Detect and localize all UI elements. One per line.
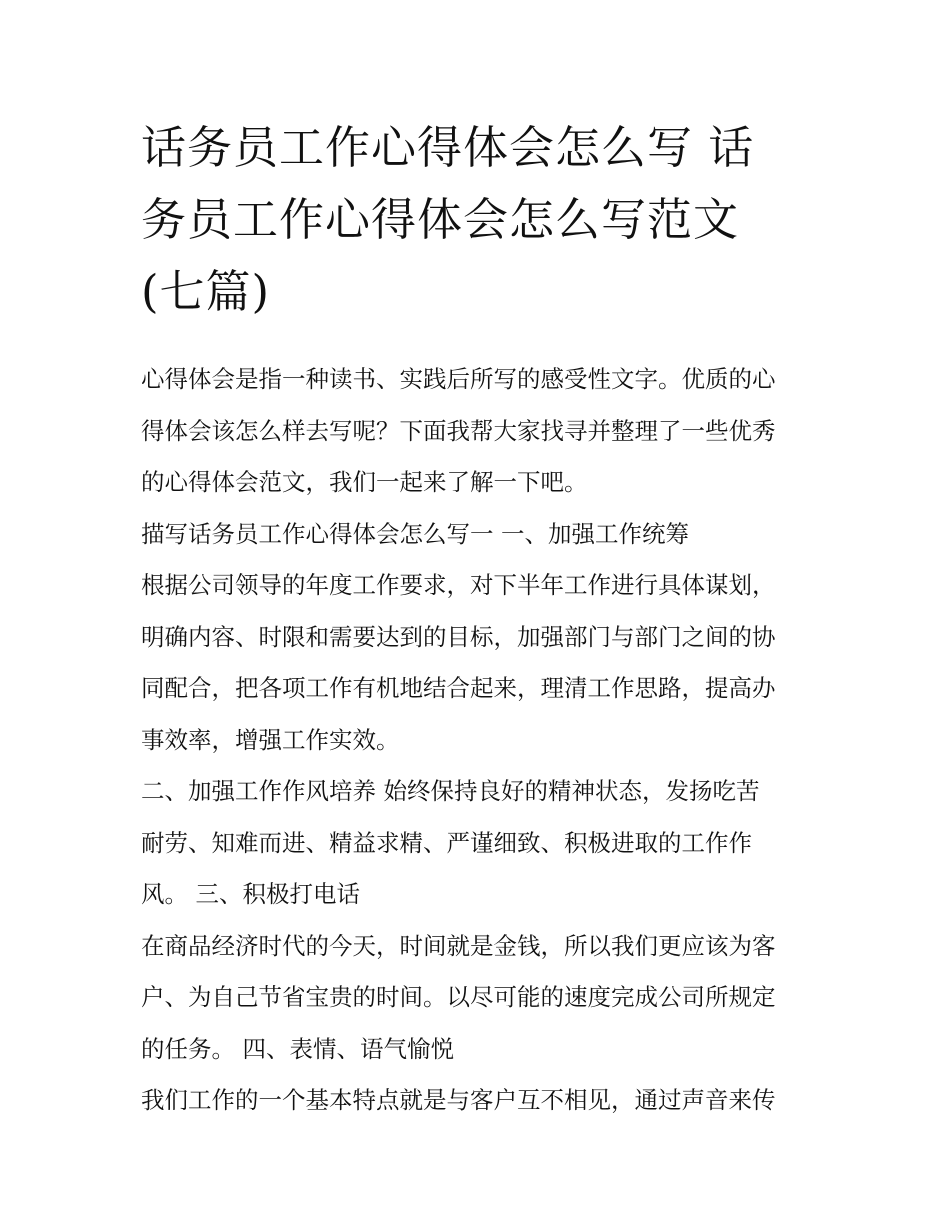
- intro-paragraph-line: 的心得体会范文，我们一起来了解一下吧。: [141, 468, 588, 496]
- paragraph-line: 事效率，增强工作实效。: [141, 725, 400, 754]
- title-line: (七篇): [141, 265, 271, 318]
- section-heading-line: 描写话务员工作心得体会怎么写一 一、加强工作统筹: [141, 519, 689, 548]
- paragraph-line: 明确内容、时限和需要达到的目标，加强部门与部门之间的协: [141, 622, 776, 651]
- paragraph-line: 二、加强工作作风培养 始终保持良好的精神状态，发扬吃苦: [141, 777, 760, 805]
- document-title: [141, 112, 821, 328]
- paragraph-line: 风。 三、积极打电话: [141, 880, 360, 908]
- intro-paragraph-line: 得体会该怎么样去写呢？下面我帮大家找寻并整理了一些优秀: [141, 416, 776, 445]
- paragraph-line: 我们工作的一个基本特点就是与客户互不相见，通过声音来传: [141, 1086, 776, 1114]
- paragraph-line: 耐劳、知难而进、精益求精、严谨细致、积极进取的工作作: [141, 828, 752, 857]
- paragraph-line: 根据公司领导的年度工作要求，对下半年工作进行具体谋划，: [141, 571, 776, 599]
- paragraph-line: 户、为自己节省宝贵的时间。以尽可能的速度完成公司所规定: [141, 983, 776, 1011]
- paragraph-line: 同配合，把各项工作有机地结合起来，理清工作思路，提高办: [141, 674, 776, 702]
- title-line: 话务员工作心得体会怎么写 话: [141, 121, 755, 174]
- paragraph-line: 在商品经济时代的今天，时间就是金钱，所以我们更应该为客: [141, 931, 776, 960]
- document-body: [141, 354, 821, 1127]
- intro-paragraph-line: 心得体会是指一种读书、实践后所写的感受性文字。优质的心: [141, 365, 776, 393]
- paragraph-line: 的任务。 四、表情、语气愉悦: [141, 1034, 454, 1063]
- title-line: 务员工作心得体会怎么写范文: [141, 193, 740, 246]
